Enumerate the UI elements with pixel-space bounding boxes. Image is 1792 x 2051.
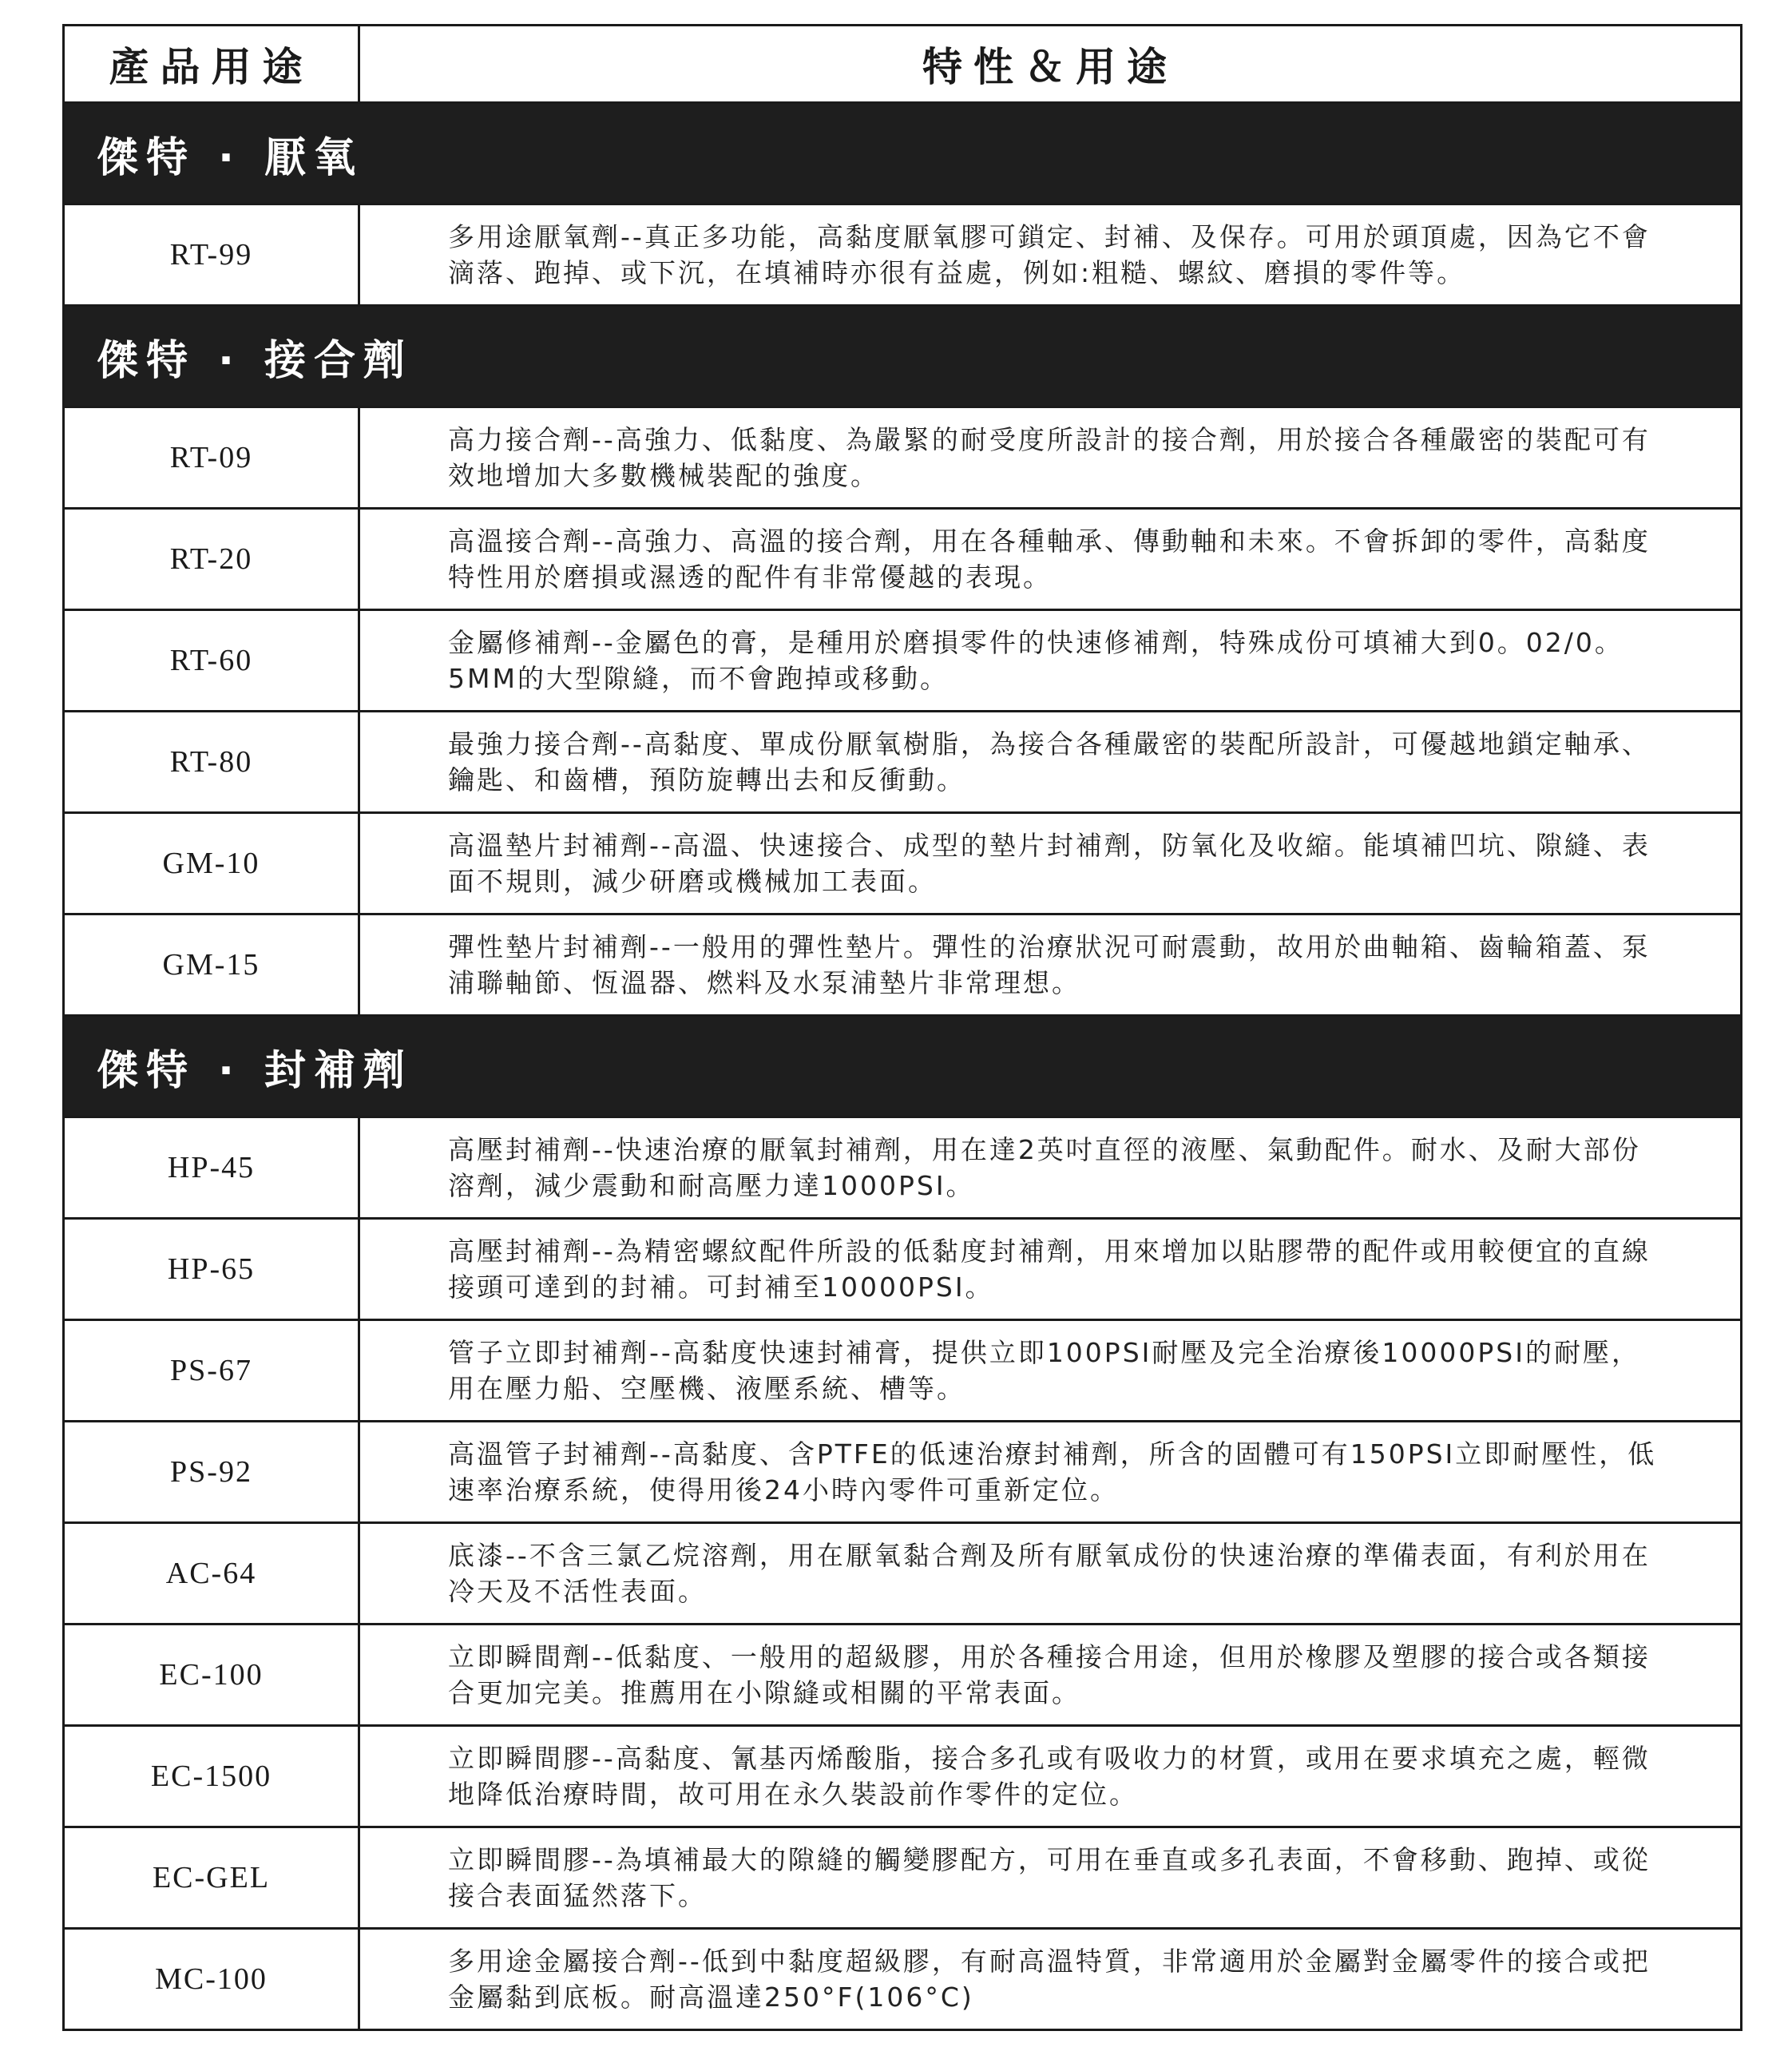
table-header [65,26,1740,104]
table-row [65,814,1740,915]
description-cell [360,1524,1740,1623]
product-code: EC-100 [65,1625,360,1724]
description-cell [360,205,1740,304]
table-row [65,1930,1740,2031]
table-row [65,1524,1740,1625]
table-row [65,1422,1740,1524]
product-code: AC-64 [65,1524,360,1623]
product-code: PS-92 [65,1422,360,1521]
table-row [65,510,1740,611]
table-row [65,611,1740,712]
section-title: 傑特 · 接合劑 [97,336,413,385]
description-cell [360,1930,1740,2029]
product-description: 立即瞬間劑--低黏度、一般用的超級膠，用於各種接合用途，但用於橡膠及塑膠的接合或各類接合更加完美。推薦用在小隙縫或相關的平常表面。 [448,1641,1651,1708]
product-description: 立即瞬間膠--高黏度、氰基丙烯酸脂，接合多孔或有吸收力的材質，或用在要求填充之處，輕微地降低治療時間，故可用在永久裝設前作零件的定位。 [448,1743,1651,1810]
product-code: GM-10 [65,814,360,913]
description-cell [360,611,1740,710]
section-title: 傑特 · 厭氧 [97,133,363,182]
product-code: PS-67 [65,1321,360,1420]
table-row [65,205,1740,307]
product-description: 高溫接合劑--高強力、高溫的接合劑，用在各種軸承、傳動軸和未來。不會拆卸的零件，高黏度特性用於磨損或濕透的配件有非常優越的表現。 [448,526,1651,593]
product-code: GM-15 [65,915,360,1014]
description-cell [360,1828,1740,1927]
table-row [65,915,1740,1017]
product-code: RT-60 [65,611,360,710]
description-cell [360,408,1740,507]
header-features-uses: 特性＆用途 [922,44,1178,90]
table-row [65,408,1740,510]
description-cell [360,814,1740,913]
table-row [65,1727,1740,1828]
product-description: 金屬修補劑--金屬色的膏，是種用於磨損零件的快速修補劑，特殊成份可填補大到0。02/0。5MM的大型隙縫，而不會跑掉或移動。 [448,627,1624,694]
product-code: RT-20 [65,510,360,609]
header-product-use: 產品用途 [65,26,360,101]
table-row [65,1828,1740,1930]
product-code: EC-1500 [65,1727,360,1826]
product-code: MC-100 [65,1930,360,2029]
section-title: 傑特 · 封補劑 [97,1046,413,1095]
description-cell [360,915,1740,1014]
product-description: 彈性墊片封補劑--一般用的彈性墊片。彈性的治療狀況可耐震動，故用於曲軸箱、齒輪箱蓋、泵浦聯軸節、恆溫器、燃料及水泵浦墊片非常理想。 [448,931,1651,998]
product-description: 多用途厭氧劑--真正多功能，高黏度厭氧膠可鎖定、封補、及保存。可用於頭頂處，因為它不會滴落、跑掉、或下沉，在填補時亦很有益處，例如:粗糙、螺紋、磨損的零件等。 [448,221,1651,288]
table-row [65,1118,1740,1220]
description-cell [360,1625,1740,1724]
product-code: HP-65 [65,1220,360,1319]
table-row [65,1220,1740,1321]
description-cell [360,510,1740,609]
section-header [65,307,1740,408]
description-cell [360,1118,1740,1217]
description-cell [360,1727,1740,1826]
description-cell [360,1220,1740,1319]
product-description: 高壓封補劑--快速治療的厭氧封補劑，用在達2英吋直徑的液壓、氣動配件。耐水、及耐大部份溶劑，減少震動和耐高壓力達1000PSI。 [448,1134,1641,1201]
product-code: HP-45 [65,1118,360,1217]
product-code: RT-99 [65,205,360,304]
description-cell [360,1422,1740,1521]
product-description: 底漆--不含三氯乙烷溶劑，用在厭氧黏合劑及所有厭氧成份的快速治療的準備表面，有利於用在冷天及不活性表面。 [448,1540,1651,1607]
product-code: RT-80 [65,712,360,811]
table-row [65,1625,1740,1727]
description-cell [360,1321,1740,1420]
product-description: 多用途金屬接合劑--低到中黏度超級膠，有耐高溫特質，非常適用於金屬對金屬零件的接合或把金屬黏到底板。耐高溫達250°F(106°C) [448,1946,1651,2013]
product-description: 管子立即封補劑--高黏度快速封補膏，提供立即100PSI耐壓及完全治療後10000PSI的耐壓，用在壓力船、空壓機、液壓系統、槽等。 [448,1337,1640,1404]
product-description: 高溫管子封補劑--高黏度、含PTFE的低速治療封補劑，所含的固體可有150PSI立即耐壓性，低速率治療系統，使得用後24小時內零件可重新定位。 [448,1438,1657,1506]
product-table [62,24,1742,2031]
product-description: 立即瞬間膠--為填補最大的隙縫的觸變膠配方，可用在垂直或多孔表面，不會移動、跑掉、或從接合表面猛然落下。 [448,1844,1651,1911]
product-code: EC-GEL [65,1828,360,1927]
section-header [65,1017,1740,1118]
product-description: 高力接合劑--高強力、低黏度、為嚴緊的耐受度所設計的接合劑，用於接合各種嚴密的裝配可有效地增加大多數機械裝配的強度。 [448,424,1651,491]
product-code: RT-09 [65,408,360,507]
section-header [65,104,1740,205]
product-description: 高壓封補劑--為精密螺紋配件所設的低黏度封補劑，用來增加以貼膠帶的配件或用較便宜的直線接頭可達到的封補。可封補至10000PSI。 [448,1236,1651,1303]
product-description: 最強力接合劑--高黏度、單成份厭氧樹脂，為接合各種嚴密的裝配所設計，可優越地鎖定軸承、鑰匙、和齒槽，預防旋轉出去和反衝動。 [448,728,1651,795]
table-row [65,712,1740,814]
product-description: 高溫墊片封補劑--高溫、快速接合、成型的墊片封補劑，防氧化及收縮。能填補凹坑、隙縫、表面不規則，減少研磨或機械加工表面。 [448,830,1651,897]
table-row [65,1321,1740,1422]
description-cell [360,712,1740,811]
